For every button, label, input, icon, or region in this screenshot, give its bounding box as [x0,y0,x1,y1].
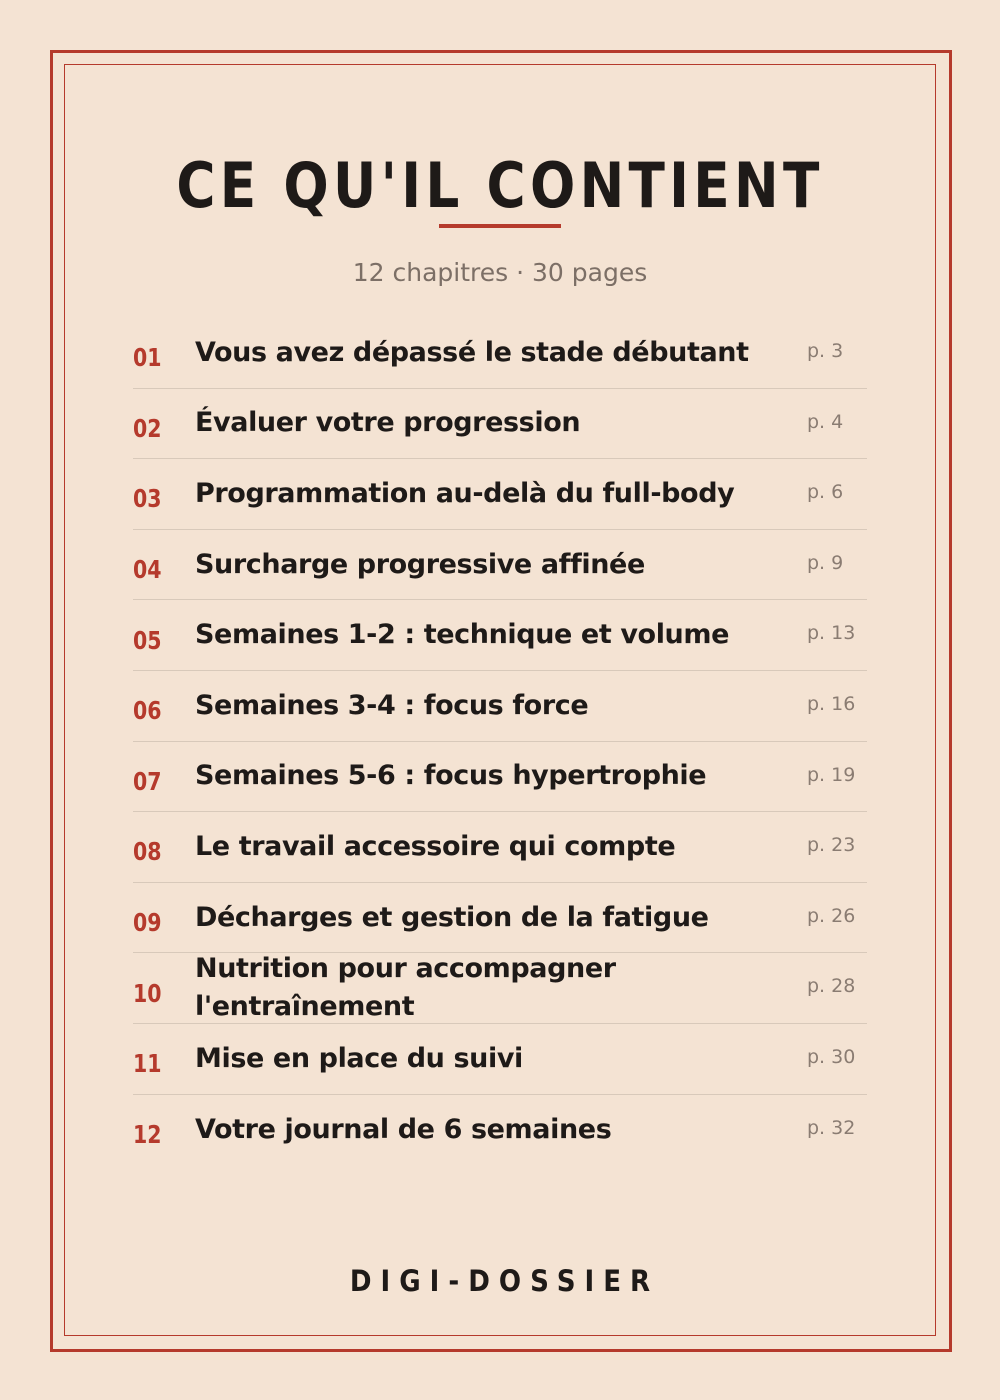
toc-row[interactable] [133,671,867,742]
chapter-page: p. 26 [807,904,856,927]
chapter-title: Semaines 3-4 : focus force [195,689,589,721]
chapter-number: 06 [133,696,162,726]
chapter-page: p. 13 [807,622,856,645]
chapter-number: 07 [133,766,162,796]
chapter-number: 05 [133,625,162,655]
chapter-title: Votre journal de 6 semaines [195,1113,612,1145]
chapter-page: p. 3 [807,340,844,362]
chapter-number: 03 [133,484,162,514]
toc-row[interactable] [133,742,867,813]
chapter-number: 02 [133,413,162,443]
chapter-number: 08 [133,837,162,867]
chapter-number: 01 [133,343,162,373]
chapter-page: p. 4 [807,410,844,433]
chapter-title: Surcharge progressive affinée [195,548,645,580]
chapter-number: 09 [133,908,162,938]
chapter-title: Évaluer votre progression [195,407,581,439]
toc-row[interactable] [133,953,867,1024]
chapter-title: Mise en place du suivi [195,1042,523,1074]
chapter-number: 04 [133,555,162,585]
chapter-page: p. 16 [807,692,856,715]
chapter-page: p. 30 [807,1045,856,1068]
chapter-page: p. 6 [807,481,844,504]
page-title: CE QU'IL CONTIENT [176,149,824,222]
toc-row[interactable] [133,1024,867,1095]
title-underline [439,224,561,228]
toc-row[interactable] [133,600,867,671]
chapter-title: Le travail accessoire qui compte [195,830,676,862]
toc-row[interactable] [133,389,867,460]
chapter-title: Nutrition pour accompagner l'entraînement [195,953,616,1023]
chapter-number: 10 [133,978,162,1008]
toc-row[interactable] [133,530,867,601]
chapter-number: 12 [133,1120,162,1150]
toc-row[interactable] [133,318,867,389]
table-of-contents [133,318,867,1165]
chapter-title: Vous avez dépassé le stade débutant [195,336,749,368]
chapter-number: 11 [133,1049,162,1079]
chapter-page: p. 32 [807,1116,856,1139]
chapter-title: Semaines 1-2 : technique et volume [195,619,730,651]
chapter-page: p. 23 [807,834,856,857]
chapter-page: p. 9 [807,551,844,574]
toc-row[interactable] [133,883,867,954]
toc-row[interactable] [133,1095,867,1166]
toc-row[interactable] [133,812,867,883]
chapter-page: p. 28 [807,975,856,998]
chapter-page: p. 19 [807,763,856,786]
chapter-title: Semaines 5-6 : focus hypertrophie [195,760,707,792]
page-subtitle: 12 chapitres · 30 pages [352,258,648,287]
toc-row[interactable] [133,459,867,530]
chapter-title: Décharges et gestion de la fatigue [195,901,709,933]
brand-footer: DIGI-DOSSIER [349,1264,660,1298]
chapter-title: Programmation au-delà du full-body [195,477,735,509]
